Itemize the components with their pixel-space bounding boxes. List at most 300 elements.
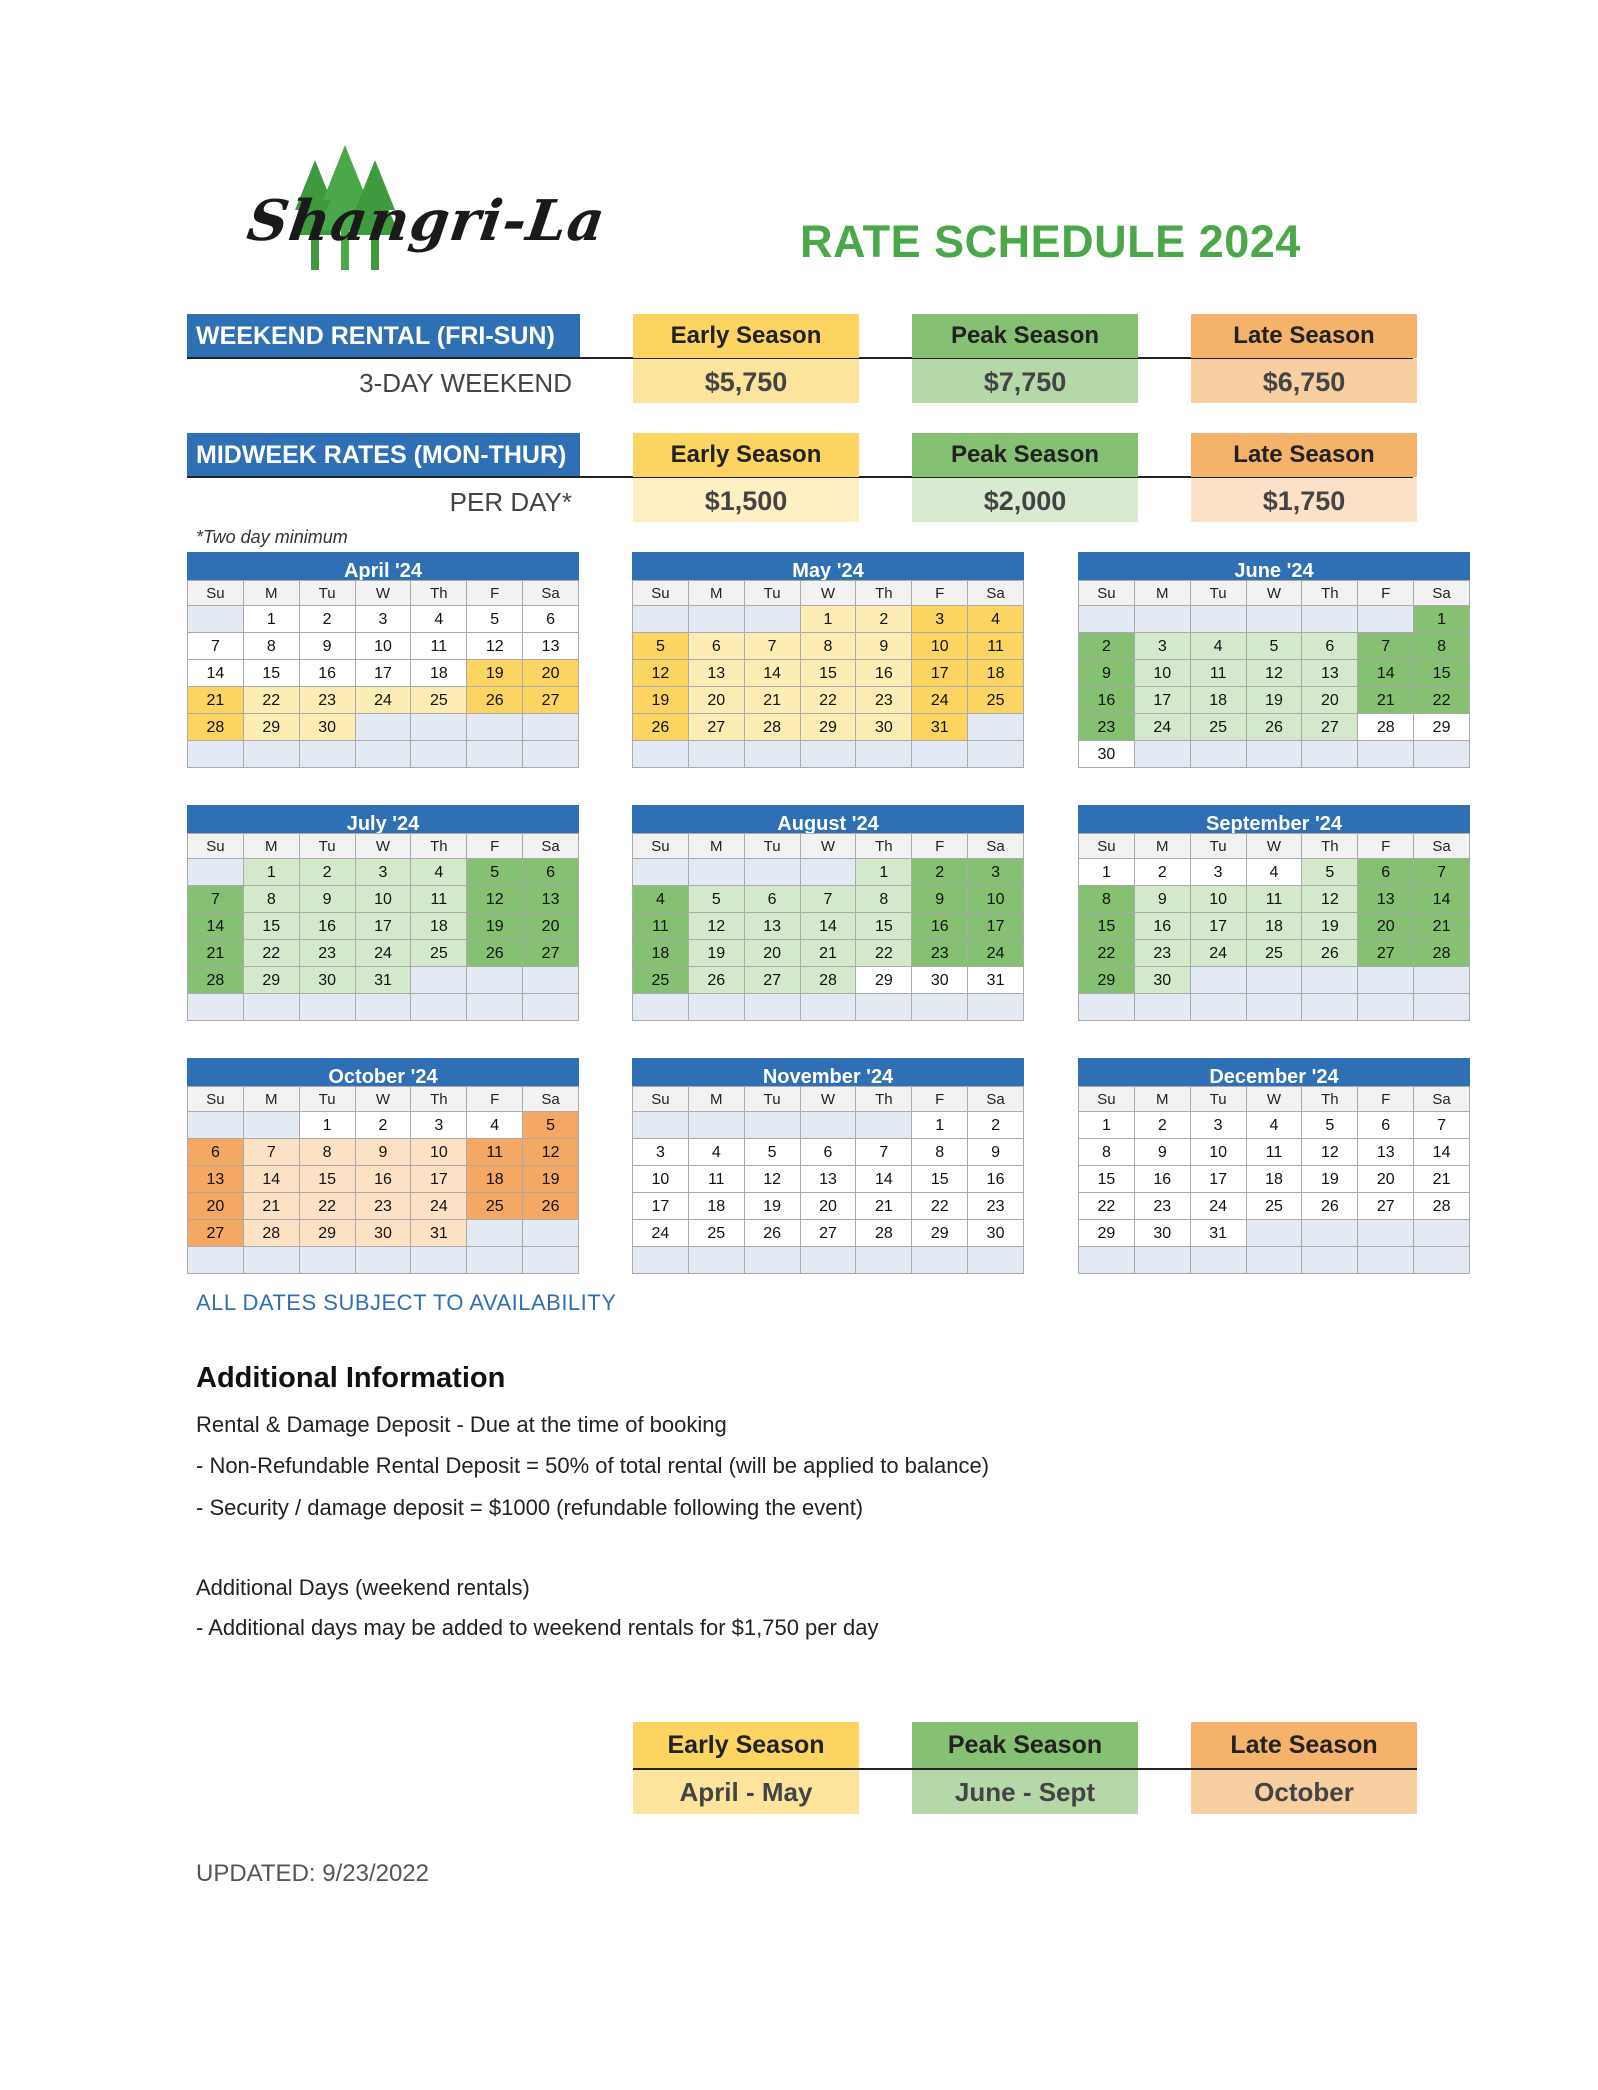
day-cell: 25 xyxy=(1191,714,1247,741)
weekday-header: F xyxy=(1358,1087,1414,1112)
day-cell: 6 xyxy=(745,886,801,913)
day-cell: 21 xyxy=(1414,1166,1470,1193)
midweek-late-price: $1,750 xyxy=(1191,478,1417,522)
day-cell: 15 xyxy=(912,1166,968,1193)
day-cell: 5 xyxy=(523,1112,579,1139)
day-cell: 22 xyxy=(856,940,912,967)
empty-day-cell xyxy=(856,741,912,768)
empty-day-cell xyxy=(1302,967,1358,994)
month-calendar xyxy=(187,1058,579,1274)
day-cell: 11 xyxy=(411,633,467,660)
weekend-late-head: Late Season xyxy=(1191,314,1417,358)
empty-day-cell xyxy=(745,1112,801,1139)
day-cell: 19 xyxy=(1302,1166,1358,1193)
weekday-header: Su xyxy=(1079,1087,1135,1112)
day-cell: 15 xyxy=(1079,913,1135,940)
weekday-header: F xyxy=(912,581,968,606)
month-day-grid xyxy=(1078,833,1470,1021)
day-cell: 7 xyxy=(188,886,244,913)
day-cell: 13 xyxy=(188,1166,244,1193)
day-cell: 28 xyxy=(801,967,857,994)
day-cell: 4 xyxy=(1191,633,1247,660)
weekday-header: Su xyxy=(188,581,244,606)
day-cell: 3 xyxy=(411,1112,467,1139)
day-cell: 14 xyxy=(244,1166,300,1193)
day-cell: 20 xyxy=(188,1193,244,1220)
day-cell: 8 xyxy=(1414,633,1470,660)
day-cell: 4 xyxy=(467,1112,523,1139)
empty-day-cell xyxy=(689,606,745,633)
day-cell: 30 xyxy=(300,714,356,741)
empty-day-cell xyxy=(411,714,467,741)
day-cell: 9 xyxy=(856,633,912,660)
day-cell: 8 xyxy=(912,1139,968,1166)
day-cell: 4 xyxy=(633,886,689,913)
empty-day-cell xyxy=(356,714,412,741)
weekday-header: F xyxy=(1358,834,1414,859)
day-cell: 1 xyxy=(244,606,300,633)
empty-day-cell xyxy=(1358,1247,1414,1274)
day-cell: 26 xyxy=(689,967,745,994)
day-cell: 1 xyxy=(244,859,300,886)
day-cell: 29 xyxy=(244,714,300,741)
day-cell: 6 xyxy=(1358,1112,1414,1139)
weekday-header: Sa xyxy=(1414,834,1470,859)
day-cell: 30 xyxy=(356,1220,412,1247)
weekday-header: Sa xyxy=(523,581,579,606)
empty-day-cell xyxy=(633,994,689,1021)
day-cell: 18 xyxy=(968,660,1024,687)
day-cell: 26 xyxy=(467,940,523,967)
empty-day-cell xyxy=(1358,1220,1414,1247)
day-cell: 13 xyxy=(689,660,745,687)
day-cell: 13 xyxy=(1358,1139,1414,1166)
weekday-header: Tu xyxy=(300,1087,356,1112)
day-cell: 23 xyxy=(300,687,356,714)
weekend-early-price: $5,750 xyxy=(633,359,859,403)
empty-day-cell xyxy=(1247,1247,1303,1274)
day-cell: 29 xyxy=(244,967,300,994)
day-cell: 7 xyxy=(1414,859,1470,886)
day-cell: 6 xyxy=(1302,633,1358,660)
day-cell: 20 xyxy=(523,913,579,940)
legend-peak-name: Peak Season xyxy=(912,1722,1138,1768)
day-cell: 5 xyxy=(633,633,689,660)
day-cell: 9 xyxy=(356,1139,412,1166)
day-cell: 13 xyxy=(523,633,579,660)
midweek-sub: PER DAY* xyxy=(449,487,572,517)
day-cell: 16 xyxy=(968,1166,1024,1193)
day-cell: 6 xyxy=(523,859,579,886)
day-cell: 28 xyxy=(1414,940,1470,967)
day-cell: 10 xyxy=(1191,886,1247,913)
legend-early-range: April - May xyxy=(633,1770,859,1814)
day-cell: 2 xyxy=(300,606,356,633)
day-cell: 10 xyxy=(912,633,968,660)
empty-day-cell xyxy=(244,1247,300,1274)
empty-day-cell xyxy=(1191,1247,1247,1274)
empty-day-cell xyxy=(188,1247,244,1274)
day-cell: 18 xyxy=(411,913,467,940)
midweek-rates-label: MIDWEEK RATES (MON-THUR) xyxy=(187,433,580,477)
day-cell: 31 xyxy=(1191,1220,1247,1247)
empty-day-cell xyxy=(1302,1220,1358,1247)
day-cell: 18 xyxy=(689,1193,745,1220)
day-cell: 15 xyxy=(856,913,912,940)
weekday-header: Su xyxy=(633,1087,689,1112)
month-calendar xyxy=(632,805,1024,1021)
weekday-header: M xyxy=(244,1087,300,1112)
weekend-early-head: Early Season xyxy=(633,314,859,358)
empty-day-cell xyxy=(1358,994,1414,1021)
day-cell: 21 xyxy=(801,940,857,967)
day-cell: 19 xyxy=(689,940,745,967)
day-cell: 6 xyxy=(1358,859,1414,886)
day-cell: 22 xyxy=(1414,687,1470,714)
day-cell: 9 xyxy=(1135,1139,1191,1166)
empty-day-cell xyxy=(411,967,467,994)
empty-day-cell xyxy=(968,741,1024,768)
day-cell: 1 xyxy=(912,1112,968,1139)
weekday-header: Sa xyxy=(523,834,579,859)
empty-day-cell xyxy=(801,1112,857,1139)
day-cell: 11 xyxy=(411,886,467,913)
empty-day-cell xyxy=(1414,741,1470,768)
day-cell: 3 xyxy=(1191,1112,1247,1139)
empty-day-cell xyxy=(745,994,801,1021)
month-calendar xyxy=(1078,805,1470,1021)
weekday-header: Su xyxy=(188,1087,244,1112)
day-cell: 14 xyxy=(1414,1139,1470,1166)
day-cell: 26 xyxy=(633,714,689,741)
month-calendar xyxy=(632,552,1024,768)
day-cell: 27 xyxy=(188,1220,244,1247)
day-cell: 3 xyxy=(356,859,412,886)
month-title: June '24 xyxy=(1078,552,1470,580)
month-title: April '24 xyxy=(187,552,579,580)
day-cell: 21 xyxy=(745,687,801,714)
midweek-late-head: Late Season xyxy=(1191,433,1417,477)
day-cell: 14 xyxy=(1358,660,1414,687)
day-cell: 30 xyxy=(1135,1220,1191,1247)
empty-day-cell xyxy=(1302,994,1358,1021)
empty-day-cell xyxy=(689,1247,745,1274)
empty-day-cell xyxy=(801,859,857,886)
weekday-header: Th xyxy=(856,581,912,606)
day-cell: 31 xyxy=(968,967,1024,994)
empty-day-cell xyxy=(188,859,244,886)
empty-day-cell xyxy=(1414,967,1470,994)
day-cell: 21 xyxy=(1414,913,1470,940)
weekday-header: W xyxy=(1247,834,1303,859)
day-cell: 3 xyxy=(912,606,968,633)
month-calendar xyxy=(187,805,579,1021)
day-cell: 11 xyxy=(1247,1139,1303,1166)
day-cell: 23 xyxy=(968,1193,1024,1220)
day-cell: 14 xyxy=(188,913,244,940)
weekday-header: F xyxy=(912,834,968,859)
day-cell: 1 xyxy=(1079,859,1135,886)
day-cell: 27 xyxy=(689,714,745,741)
day-cell: 14 xyxy=(745,660,801,687)
day-cell: 11 xyxy=(1247,886,1303,913)
day-cell: 24 xyxy=(633,1220,689,1247)
day-cell: 15 xyxy=(300,1166,356,1193)
empty-day-cell xyxy=(1358,967,1414,994)
day-cell: 24 xyxy=(912,687,968,714)
weekday-header: W xyxy=(1247,581,1303,606)
day-cell: 11 xyxy=(467,1139,523,1166)
info-line: - Additional days may be added to weekend rentals for $1,750 per day xyxy=(196,1615,879,1640)
day-cell: 7 xyxy=(745,633,801,660)
empty-day-cell xyxy=(523,967,579,994)
day-cell: 5 xyxy=(1302,1112,1358,1139)
midweek-early-head: Early Season xyxy=(633,433,859,477)
empty-day-cell xyxy=(467,1220,523,1247)
weekday-header: Th xyxy=(411,1087,467,1112)
day-cell: 22 xyxy=(244,687,300,714)
day-cell: 2 xyxy=(968,1112,1024,1139)
day-cell: 2 xyxy=(1079,633,1135,660)
weekday-header: M xyxy=(244,834,300,859)
day-cell: 24 xyxy=(356,940,412,967)
empty-day-cell xyxy=(1247,741,1303,768)
day-cell: 10 xyxy=(1135,660,1191,687)
logo-wordmark: Shangri-La xyxy=(243,188,610,254)
day-cell: 14 xyxy=(801,913,857,940)
day-cell: 14 xyxy=(1414,886,1470,913)
day-cell: 11 xyxy=(968,633,1024,660)
empty-day-cell xyxy=(1414,1247,1470,1274)
day-cell: 12 xyxy=(689,913,745,940)
weekend-rental-label: WEEKEND RENTAL (FRI-SUN) xyxy=(187,314,580,358)
month-title: October '24 xyxy=(187,1058,579,1086)
day-cell: 4 xyxy=(689,1139,745,1166)
day-cell: 7 xyxy=(801,886,857,913)
day-cell: 25 xyxy=(633,967,689,994)
day-cell: 15 xyxy=(244,660,300,687)
weekday-header: Tu xyxy=(1191,581,1247,606)
empty-day-cell xyxy=(467,1247,523,1274)
day-cell: 11 xyxy=(689,1166,745,1193)
day-cell: 8 xyxy=(1079,886,1135,913)
day-cell: 23 xyxy=(1135,1193,1191,1220)
day-cell: 26 xyxy=(1302,940,1358,967)
day-cell: 22 xyxy=(912,1193,968,1220)
month-day-grid xyxy=(632,580,1024,768)
day-cell: 10 xyxy=(356,886,412,913)
day-cell: 1 xyxy=(1414,606,1470,633)
day-cell: 16 xyxy=(300,913,356,940)
weekday-header: M xyxy=(244,581,300,606)
day-cell: 20 xyxy=(745,940,801,967)
weekday-header: M xyxy=(689,581,745,606)
day-cell: 26 xyxy=(523,1193,579,1220)
day-cell: 2 xyxy=(1135,859,1191,886)
empty-day-cell xyxy=(1079,994,1135,1021)
empty-day-cell xyxy=(745,606,801,633)
month-title: July '24 xyxy=(187,805,579,833)
empty-day-cell xyxy=(912,994,968,1021)
day-cell: 12 xyxy=(467,886,523,913)
weekday-header: M xyxy=(1135,1087,1191,1112)
empty-day-cell xyxy=(856,994,912,1021)
day-cell: 29 xyxy=(1079,967,1135,994)
day-cell: 3 xyxy=(968,859,1024,886)
day-cell: 27 xyxy=(523,940,579,967)
weekday-header: Tu xyxy=(745,1087,801,1112)
empty-day-cell xyxy=(1302,741,1358,768)
empty-day-cell xyxy=(300,1247,356,1274)
empty-day-cell xyxy=(1247,1220,1303,1247)
day-cell: 16 xyxy=(912,913,968,940)
empty-day-cell xyxy=(1358,606,1414,633)
updated-date: UPDATED: 9/23/2022 xyxy=(196,1860,430,1887)
weekend-late-price: $6,750 xyxy=(1191,359,1417,403)
day-cell: 10 xyxy=(411,1139,467,1166)
weekday-header: M xyxy=(1135,581,1191,606)
empty-day-cell xyxy=(523,741,579,768)
day-cell: 23 xyxy=(300,940,356,967)
empty-day-cell xyxy=(467,714,523,741)
day-cell: 15 xyxy=(1079,1166,1135,1193)
day-cell: 29 xyxy=(1414,714,1470,741)
day-cell: 4 xyxy=(1247,1112,1303,1139)
day-cell: 18 xyxy=(1247,1166,1303,1193)
info-line: - Security / damage deposit = $1000 (refundable following the event) xyxy=(196,1495,864,1520)
empty-day-cell xyxy=(523,1220,579,1247)
day-cell: 23 xyxy=(1079,714,1135,741)
month-calendar xyxy=(632,1058,1024,1274)
empty-day-cell xyxy=(1135,606,1191,633)
day-cell: 2 xyxy=(356,1112,412,1139)
empty-day-cell xyxy=(523,994,579,1021)
day-cell: 8 xyxy=(300,1139,356,1166)
day-cell: 24 xyxy=(1135,714,1191,741)
weekday-header: F xyxy=(912,1087,968,1112)
empty-day-cell xyxy=(467,741,523,768)
day-cell: 7 xyxy=(1414,1112,1470,1139)
day-cell: 14 xyxy=(188,660,244,687)
month-title: November '24 xyxy=(632,1058,1024,1086)
empty-day-cell xyxy=(689,859,745,886)
info-line: Rental & Damage Deposit - Due at the time of booking xyxy=(196,1412,727,1437)
day-cell: 28 xyxy=(244,1220,300,1247)
day-cell: 30 xyxy=(1079,741,1135,768)
day-cell: 27 xyxy=(745,967,801,994)
day-cell: 1 xyxy=(1079,1112,1135,1139)
day-cell: 5 xyxy=(745,1139,801,1166)
availability-note: ALL DATES SUBJECT TO AVAILABILITY xyxy=(196,1290,617,1315)
weekday-header: F xyxy=(467,1087,523,1112)
day-cell: 17 xyxy=(968,913,1024,940)
empty-day-cell xyxy=(1135,1247,1191,1274)
empty-day-cell xyxy=(1302,606,1358,633)
empty-day-cell xyxy=(1135,741,1191,768)
empty-day-cell xyxy=(523,1247,579,1274)
day-cell: 27 xyxy=(1302,714,1358,741)
weekday-header: Th xyxy=(1302,1087,1358,1112)
empty-day-cell xyxy=(633,1112,689,1139)
weekday-header: M xyxy=(689,834,745,859)
weekday-header: Su xyxy=(633,581,689,606)
day-cell: 27 xyxy=(801,1220,857,1247)
empty-day-cell xyxy=(1358,741,1414,768)
month-day-grid xyxy=(187,1086,579,1274)
day-cell: 17 xyxy=(1191,1166,1247,1193)
day-cell: 19 xyxy=(523,1166,579,1193)
day-cell: 22 xyxy=(1079,940,1135,967)
empty-day-cell xyxy=(689,741,745,768)
weekday-header: Th xyxy=(1302,581,1358,606)
midweek-peak-head: Peak Season xyxy=(912,433,1138,477)
day-cell: 15 xyxy=(244,913,300,940)
day-cell: 4 xyxy=(968,606,1024,633)
day-cell: 18 xyxy=(411,660,467,687)
day-cell: 19 xyxy=(633,687,689,714)
day-cell: 21 xyxy=(188,687,244,714)
weekday-header: Sa xyxy=(1414,581,1470,606)
day-cell: 27 xyxy=(523,687,579,714)
day-cell: 20 xyxy=(523,660,579,687)
empty-day-cell xyxy=(745,1247,801,1274)
day-cell: 25 xyxy=(467,1193,523,1220)
month-day-grid xyxy=(187,833,579,1021)
day-cell: 17 xyxy=(411,1166,467,1193)
day-cell: 29 xyxy=(1079,1220,1135,1247)
day-cell: 17 xyxy=(633,1193,689,1220)
weekday-header: Tu xyxy=(300,581,356,606)
weekday-header: Sa xyxy=(968,834,1024,859)
month-day-grid xyxy=(632,1086,1024,1274)
day-cell: 10 xyxy=(356,633,412,660)
month-title: May '24 xyxy=(632,552,1024,580)
day-cell: 2 xyxy=(300,859,356,886)
empty-day-cell xyxy=(1135,994,1191,1021)
day-cell: 30 xyxy=(300,967,356,994)
day-cell: 7 xyxy=(856,1139,912,1166)
day-cell: 6 xyxy=(188,1139,244,1166)
additional-days-heading: Additional Days (weekend rentals) xyxy=(196,1575,530,1600)
weekday-header: F xyxy=(467,581,523,606)
day-cell: 8 xyxy=(1079,1139,1135,1166)
day-cell: 11 xyxy=(1191,660,1247,687)
day-cell: 7 xyxy=(1358,633,1414,660)
empty-day-cell xyxy=(968,714,1024,741)
day-cell: 9 xyxy=(968,1139,1024,1166)
legend-early-name: Early Season xyxy=(633,1722,859,1768)
empty-day-cell xyxy=(244,1112,300,1139)
day-cell: 28 xyxy=(856,1220,912,1247)
empty-day-cell xyxy=(300,741,356,768)
day-cell: 24 xyxy=(356,687,412,714)
day-cell: 25 xyxy=(411,940,467,967)
weekday-header: Su xyxy=(1079,581,1135,606)
month-calendar xyxy=(187,552,579,768)
day-cell: 1 xyxy=(801,606,857,633)
weekday-header: Th xyxy=(856,834,912,859)
day-cell: 12 xyxy=(633,660,689,687)
day-cell: 13 xyxy=(1302,660,1358,687)
day-cell: 26 xyxy=(1247,714,1303,741)
day-cell: 22 xyxy=(300,1193,356,1220)
day-cell: 30 xyxy=(912,967,968,994)
day-cell: 8 xyxy=(856,886,912,913)
weekday-header: W xyxy=(1247,1087,1303,1112)
day-cell: 18 xyxy=(633,940,689,967)
day-cell: 13 xyxy=(1358,886,1414,913)
day-cell: 31 xyxy=(356,967,412,994)
